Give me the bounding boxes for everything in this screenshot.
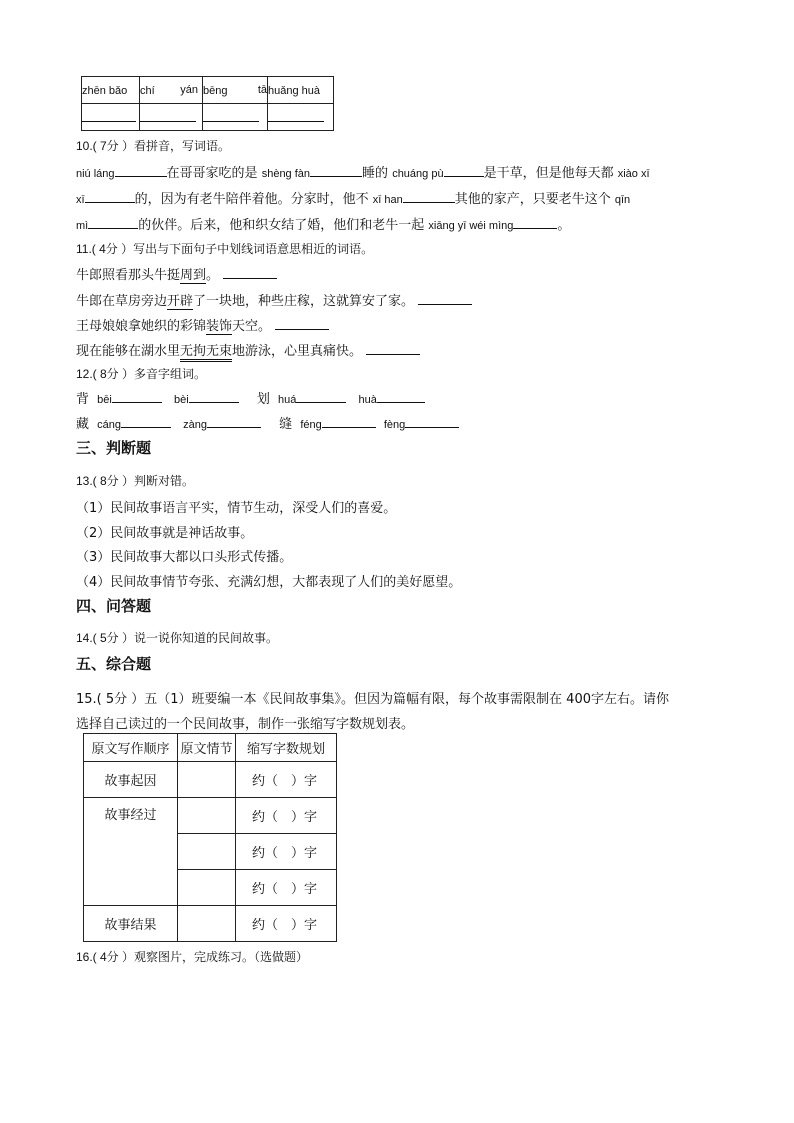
answer-blank[interactable] <box>418 292 472 305</box>
word-count-cell[interactable]: 约（ ）字 <box>236 798 337 834</box>
word-count-cell[interactable]: 约（ ）字 <box>236 762 337 798</box>
q15-line-1: 15.( 5分 ）五（1）班要编一本《民间故事集》。但因为篇幅有限，每个故事需限制在 400字左右。请你 <box>76 692 669 707</box>
q11-sentence-1: 牛郎照看那头牛挺周到。 <box>76 264 277 283</box>
table-row <box>84 798 337 834</box>
answer-blank[interactable] <box>189 390 239 403</box>
answer-blank[interactable] <box>296 390 346 403</box>
row-label-end: 故事结果 <box>84 906 178 942</box>
q10-line-3: mì 的伙伴。后来，他和织女结了婚，他们和老牛一起 xiāng yī wéi mìng 。 <box>76 218 571 233</box>
answer-blank[interactable] <box>366 342 420 355</box>
question-13-header: 13.( 8分 ）判断对错。 <box>76 474 195 488</box>
plot-input-cell[interactable] <box>178 798 236 834</box>
header-cell: 缩写字数规划 <box>236 734 337 762</box>
answer-cell[interactable] <box>82 104 140 131</box>
q10-line-2: xī 的，因为有老牛陪伴着他。分家时，他不 xī han 其他的家产，只要老牛这个 qīn <box>76 192 631 207</box>
pinyin-cell: zhēn bǎo <box>82 77 140 104</box>
q15-line-2: 选择自己读过的一个民间故事，制作一张缩写字数规划表。 <box>76 717 415 732</box>
answer-blank[interactable] <box>88 216 138 229</box>
answer-blank[interactable] <box>405 415 459 428</box>
q11-sentence-2: 牛郎在草房旁边开辟了一块地，种些庄稼，这就算安了家。 <box>76 290 472 309</box>
answer-blank[interactable] <box>513 216 557 229</box>
q11-sentence-4: 现在能够在湖水里无拘无束地游泳，心里真痛快。 <box>76 340 420 359</box>
q11-sentence-3: 王母娘娘拿她织的彩锦装饰天空。 <box>76 315 329 334</box>
plot-input-cell[interactable] <box>178 870 236 906</box>
row-label-start: 故事起因 <box>84 762 178 798</box>
header-cell: 原文情节 <box>178 734 236 762</box>
answer-cell[interactable] <box>268 104 334 131</box>
answer-blank[interactable] <box>444 164 484 177</box>
answer-blank[interactable] <box>85 190 135 203</box>
row-label-middle: 故事经过 <box>84 798 178 906</box>
q10-line-1: niú láng 在哥哥家吃的是 shèng fàn 睡的 chuáng pù 是干草，但是他每天都 xiào xī <box>76 166 650 181</box>
table-header-row <box>84 734 337 762</box>
question-12-header: 12.( 8分 ）多音字组词。 <box>76 367 207 381</box>
q13-item-1: （1）民间故事语言平实，情节生动，深受人们的喜爱。 <box>76 501 397 516</box>
answer-row <box>82 104 334 131</box>
plot-input-cell[interactable] <box>178 762 236 798</box>
question-16-header: 16.( 4分 ）观察图片，完成练习。（选做题） <box>76 950 309 964</box>
q12-row-1: 背 bēi bèi 划 huá huà <box>76 388 425 407</box>
section-5-title: 五、综合题 <box>76 655 152 673</box>
pinyin-cell: chí yán <box>140 77 203 104</box>
section-4-title: 四、问答题 <box>76 597 152 615</box>
q13-item-4: （4）民间故事情节夸张、充满幻想，大都表现了人们的美好愿望。 <box>76 575 462 590</box>
pinyin-row <box>82 77 334 104</box>
plot-input-cell[interactable] <box>178 906 236 942</box>
q13-item-3: （3）民间故事大都以口头形式传播。 <box>76 550 293 565</box>
pinyin-cell: bēng tā <box>203 77 268 104</box>
answer-blank[interactable] <box>310 164 362 177</box>
q13-item-2: （2）民间故事就是神话故事。 <box>76 526 254 541</box>
question-14-header: 14.( 5分 ）说一说你知道的民间故事。 <box>76 631 279 645</box>
answer-blank[interactable] <box>377 390 425 403</box>
word-count-plan-table <box>83 733 337 942</box>
answer-blank[interactable] <box>121 415 171 428</box>
answer-cell[interactable] <box>203 104 268 131</box>
header-cell: 原文写作顺序 <box>84 734 178 762</box>
answer-blank[interactable] <box>403 190 455 203</box>
section-3-title: 三、判断题 <box>76 439 152 457</box>
answer-blank[interactable] <box>223 266 277 279</box>
word-count-cell[interactable]: 约（ ）字 <box>236 870 337 906</box>
pinyin-table <box>81 76 334 131</box>
answer-blank[interactable] <box>115 164 167 177</box>
answer-blank[interactable] <box>322 415 376 428</box>
word-count-cell[interactable]: 约（ ）字 <box>236 834 337 870</box>
pinyin-cell: huǎng huà <box>268 77 334 104</box>
table-row <box>84 906 337 942</box>
table-row <box>84 762 337 798</box>
answer-blank[interactable] <box>207 415 261 428</box>
plot-input-cell[interactable] <box>178 834 236 870</box>
q12-row-2: 藏 cáng zàng 缝 féng fèng <box>76 413 459 432</box>
answer-blank[interactable] <box>112 390 162 403</box>
question-10-header: 10.( 7分 ）看拼音，写词语。 <box>76 139 231 153</box>
word-count-cell[interactable]: 约（ ）字 <box>236 906 337 942</box>
answer-blank[interactable] <box>275 317 329 330</box>
question-11-header: 11.( 4分 ）写出与下面句子中划线词语意思相近的词语。 <box>76 242 374 256</box>
answer-cell[interactable] <box>140 104 203 131</box>
